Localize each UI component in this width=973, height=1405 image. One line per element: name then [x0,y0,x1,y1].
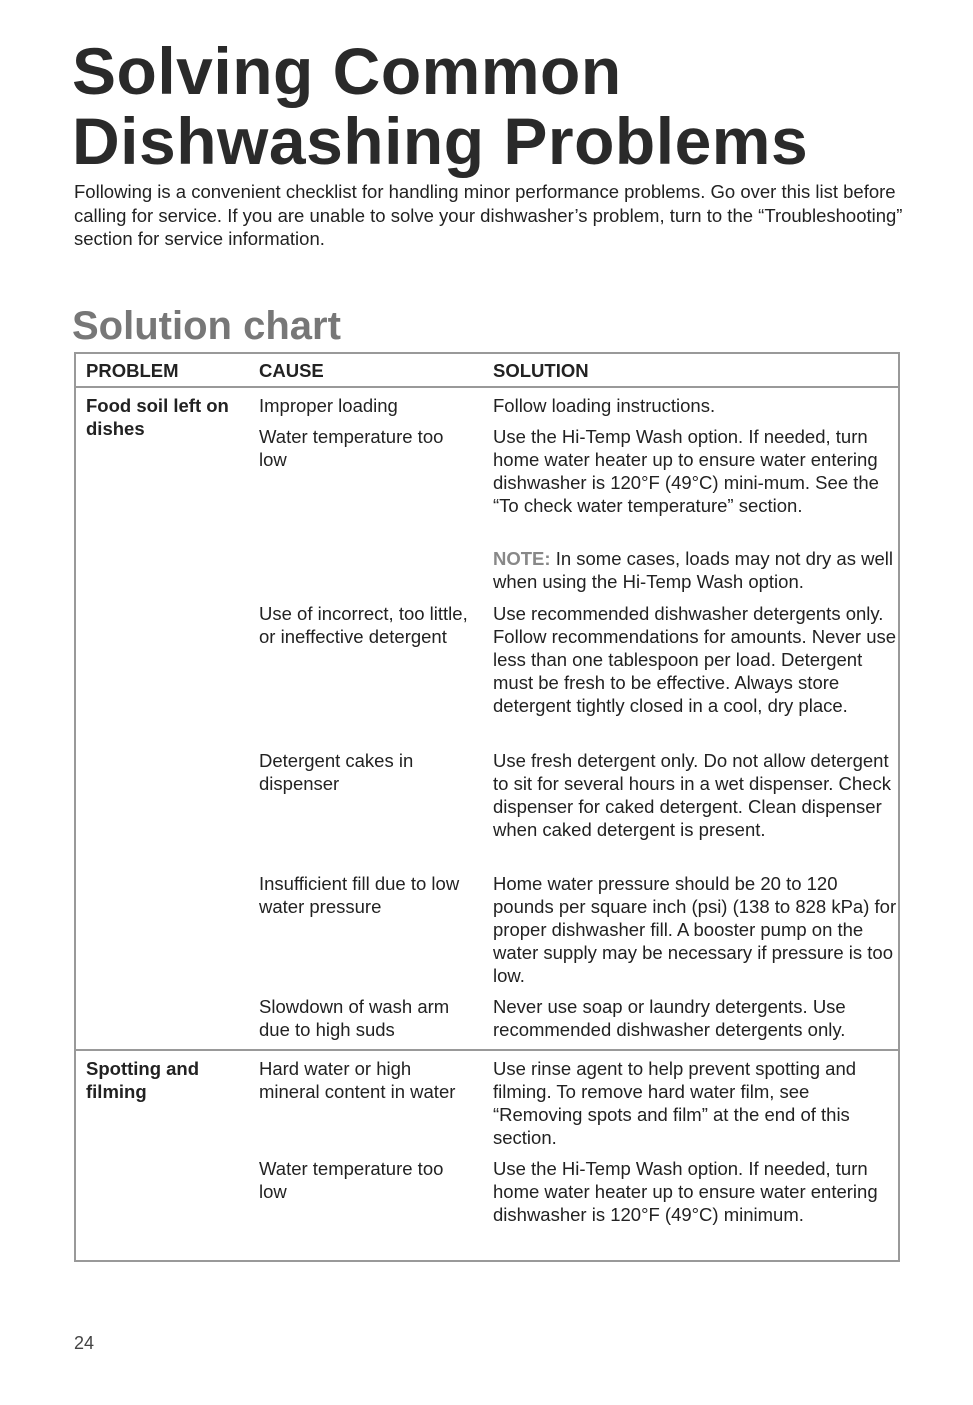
solution-cell: Use the Hi-Temp Wash option. If needed, turn home water heater up to ensure water entering dishwasher is 120°F (49°C) minimum. [493,1158,878,1225]
header-solution: SOLUTION [493,360,589,381]
intro-paragraph: Following is a convenient checklist for handling minor performance problems. Go over this list before calling for service. If you are unable to solve your dishwasher’s problem, turn to the “Troubleshooting” section for service information. [74,181,903,249]
cause-cell: Water temperature too low [259,1158,444,1202]
page-title-line-2: Dishwashing Problems [72,104,809,178]
solution-cell: Home water pressure should be 20 to 120 pounds per square inch (psi) (138 to 828 kPa) for proper dishwasher fill. A booster pump on the water supply may be necessary if pressure is too low. [493,873,897,986]
cause-cell: Water temperature too low [259,426,444,470]
problem-label: Food soil left on dishes [86,395,229,439]
page-title [72,36,932,176]
header-cause: CAUSE [259,360,324,381]
page-title-line-1: Solving Common [72,34,622,108]
solution-chart-table [74,352,900,1262]
note-text: In some cases, loads may not dry as well when using the Hi-Temp Wash option. [493,548,893,592]
note-label: NOTE: [493,548,551,569]
cause-cell: Insufficient fill due to low water pressure [259,873,460,917]
solution-cell: Never use soap or laundry detergents. Use recommended dishwasher detergents only. [493,996,846,1040]
cause-cell: Detergent cakes in dispenser [259,750,414,794]
solution-cell: Use the Hi-Temp Wash option. If needed, turn home water heater up to ensure water entering dishwasher is 120°F (49°C) mini-mum. See the “To check water temperature” section. [493,426,879,516]
problem-label: Spotting and filming [86,1058,200,1102]
page-number: 24 [74,1333,95,1353]
solution-cell: Follow loading instructions. [493,395,716,416]
section-title: Solution chart [72,304,341,348]
cause-cell: Hard water or high mineral content in water [259,1058,456,1102]
cause-cell: Improper loading [259,395,398,416]
note-cell [493,547,898,593]
group-divider [76,1049,898,1051]
solution-cell: Use rinse agent to help prevent spotting and filming. To remove hard water film, see “Removing spots and film” at the end of this section. [493,1058,857,1148]
solution-cell: Use fresh detergent only. Do not allow detergent to sit for several hours in a wet dispenser. Check dispenser for caked detergent. Clean dispenser when caked detergent is present. [493,750,891,840]
table-header-row [76,354,898,388]
header-problem: PROBLEM [86,360,179,381]
solution-cell: Use recommended dishwasher detergents only. Follow recommendations for amounts. Never use less than one tablespoon per load. Detergent must be fresh to be effective. Always store detergent tightly closed in a cool, dry place. [493,603,897,716]
cause-cell: Use of incorrect, too little, or ineffective detergent [259,603,468,647]
cause-cell: Slowdown of wash arm due to high suds [259,996,450,1040]
